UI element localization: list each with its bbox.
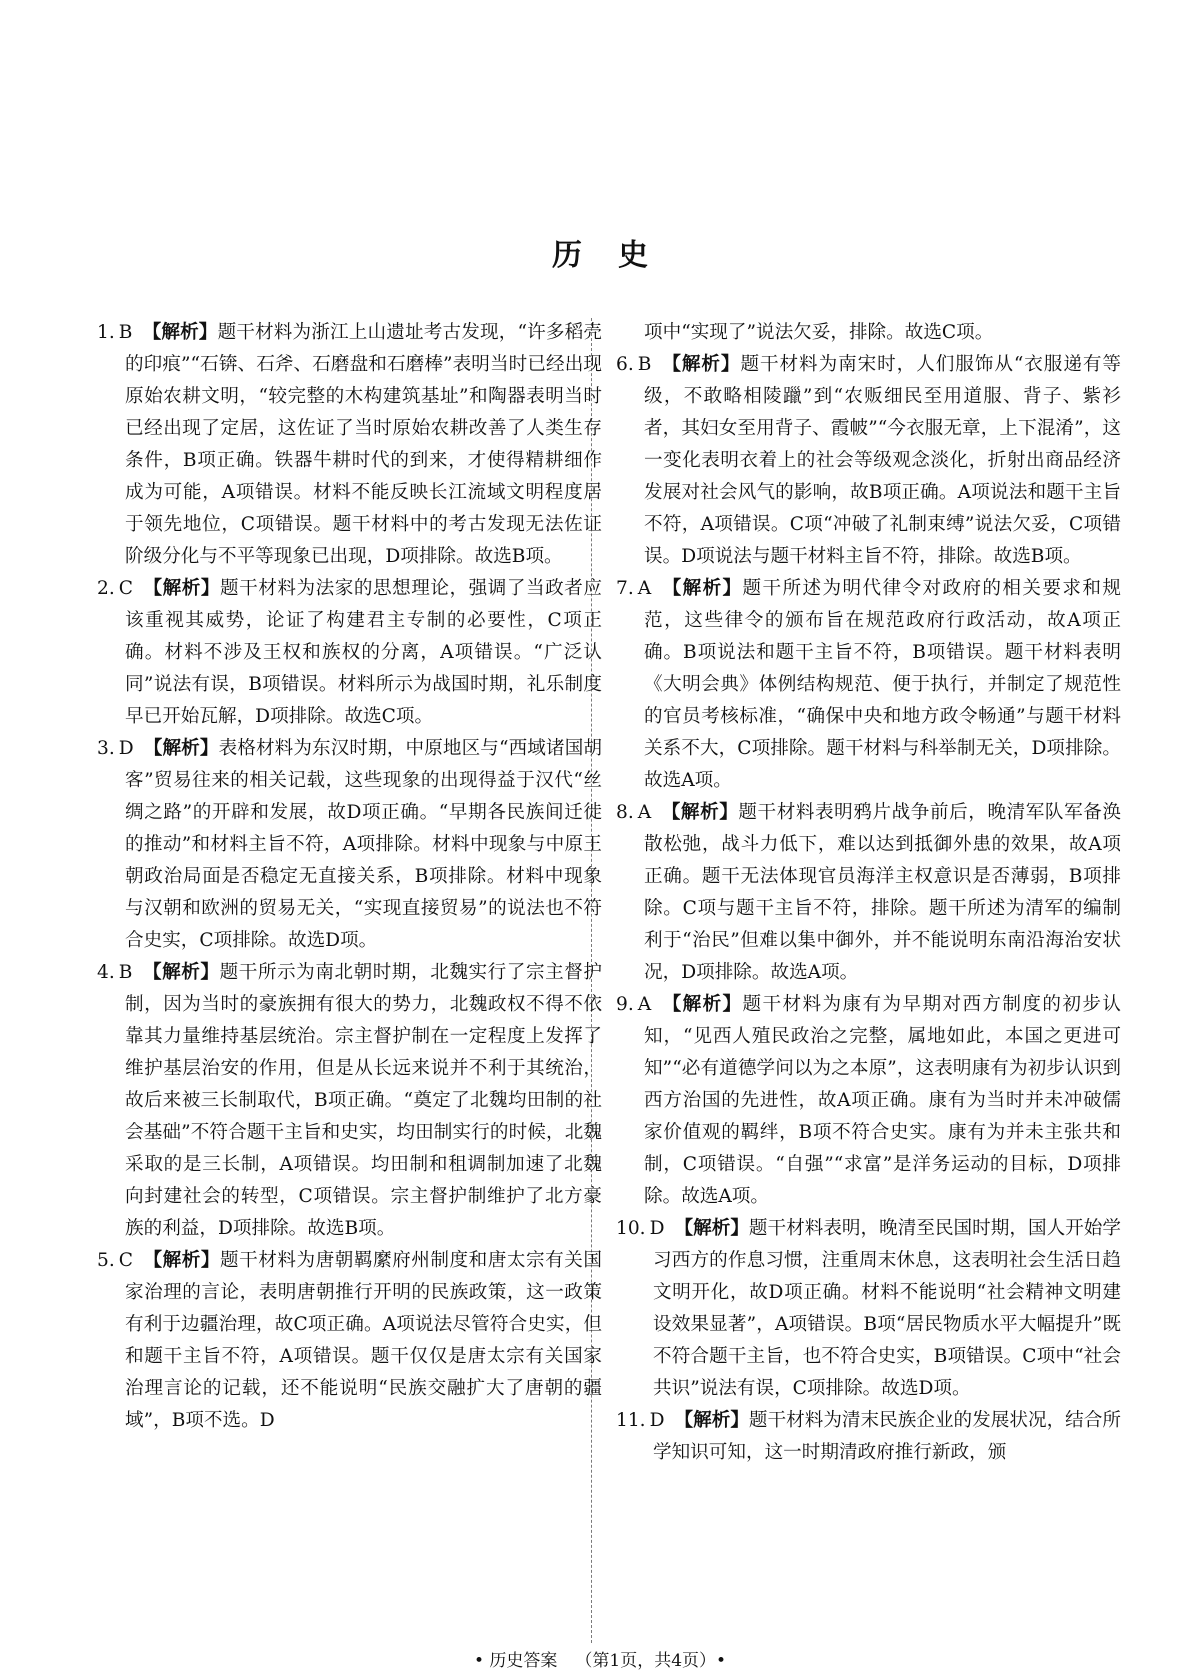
answer-item-6 xyxy=(616,349,1121,573)
item-text: 题干材料为浙江上山遗址考古发现，“许多稻壳的印痕”“石锛、石斧、石磨盘和石磨棒”表明当时已经出现原始农耕文明，“较完整的木构建筑基址”和陶器表明当时已经出现了定居，这佐证了当时原始农耕改善了人类生存条件，B项正确。铁器牛耕时代的到来，才使得精耕细作成为可能，A项错误。材料不能反映长江流域文明程度居于领先地位，C项错误。题干材料中的考古发现无法佐证阶级分化与不平等现象已出现，D项排除。故选B项。 xyxy=(125,322,602,567)
analysis-tag: 【解析】 xyxy=(142,962,220,983)
footer-bullet-left: • xyxy=(473,1651,484,1671)
answer-item-4 xyxy=(97,957,602,1245)
item-answer: D xyxy=(649,1218,665,1239)
item-text: 题干材料为法家的思想理论，强调了当政者应该重视其威势，论证了构建君主专制的必要性，C项正确。材料不涉及王权和族权的分离，A项错误。“广泛认同”说法有误，B项错误。材料所示为战国时期，礼乐制度早已开始瓦解，D项排除。故选C项。 xyxy=(125,578,602,727)
answer-item-10 xyxy=(616,1213,1121,1405)
analysis-tag: 【解析】 xyxy=(142,322,218,343)
item-answer: B xyxy=(637,354,652,375)
answer-item-5 xyxy=(97,1245,602,1437)
item-text: 题干所述为明代律令对政府的相关要求和规范，这些律令的颁布旨在规范政府行政活动，故A项正确。B项说法和题干主旨不符，B项错误。题干材料表明《大明会典》体例结构规范、便于执行，并制定了规范性的官员考核标准，“确保中央和地方政令畅通”与题干材料关系不大，C项排除。题干材料与科举制无关，D项排除。故选A项。 xyxy=(644,578,1121,791)
footer-page-info: （第1页，共4页） xyxy=(575,1651,717,1671)
analysis-tag: 【解析】 xyxy=(674,1218,749,1239)
answer-item-9 xyxy=(616,989,1121,1213)
answer-item-7 xyxy=(616,573,1121,797)
item-number: 11. xyxy=(616,1410,646,1431)
answer-item-1 xyxy=(97,317,602,573)
footer-bullet-right: • xyxy=(716,1651,727,1671)
item-number: 4. xyxy=(97,962,115,983)
item-number: 5. xyxy=(97,1250,115,1271)
analysis-tag: 【解析】 xyxy=(661,994,743,1015)
item-answer: A xyxy=(637,578,652,599)
item-number: 10. xyxy=(616,1218,646,1239)
analysis-tag: 【解析】 xyxy=(143,738,219,759)
item-number: 6. xyxy=(616,354,634,375)
answer-item-5-continuation: 项中“实现了”说法欠妥，排除。故选C项。 xyxy=(644,322,994,343)
item-answer: A xyxy=(637,994,652,1015)
item-number: 2. xyxy=(97,578,115,599)
answer-item-3 xyxy=(97,733,602,957)
analysis-tag: 【解析】 xyxy=(142,578,221,599)
item-text: 题干材料为南宋时，人们服饰从“衣服递有等级，不敢略相陵躐”到“农贩细民至用道服、背子、紫衫者，其妇女至用背子、霞帔”“今衣服无章，上下混淆”，这一变化表明衣着上的社会等级观念淡化，折射出商品经济发展对社会风气的影响，故B项正确。A项说法和题干主旨不符，A项错误。C项“冲破了礼制束缚”说法欠妥，C项错误。D项说法与题干材料主旨不符，排除。故选B项。 xyxy=(644,354,1121,567)
item-answer: D xyxy=(118,738,134,759)
item-number: 1. xyxy=(97,322,115,343)
item-text: 题干所示为南北朝时期，北魏实行了宗主督护制，因为当时的豪族拥有很大的势力，北魏政权不得不依靠其力量维持基层统治。宗主督护制在一定程度上发挥了维护基层治安的作用，但是从长远来说并不利于其统治，故后来被三长制取代，B项正确。“奠定了北魏均田制的社会基础”不符合题干主旨和史实，均田制实行的时候，北魏采取的是三长制，A项错误。均田制和租调制加速了北魏向封建社会的转型，C项错误。宗主督护制维护了北方豪族的利益，D项排除。故选B项。 xyxy=(125,962,602,1239)
item-number: 9. xyxy=(616,994,634,1015)
item-text: 题干材料为康有为早期对西方制度的初步认知，“见西人殖民政治之完整，属地如此，本国之更进可知”“必有道德学问以为之本原”，这表明康有为初步认识到西方治国的先进性，故A项正确。康有为当时并未冲破儒家价值观的羁绊，B项不符合史实。康有为并未主张共和制，C项错误。“自强”“求富”是洋务运动的目标，D项排除。故选A项。 xyxy=(644,994,1121,1207)
analysis-tag: 【解析】 xyxy=(661,354,741,375)
item-answer: C xyxy=(118,578,133,599)
analysis-tag: 【解析】 xyxy=(661,578,743,599)
analysis-tag: 【解析】 xyxy=(674,1410,749,1431)
item-answer: D xyxy=(649,1410,665,1431)
answer-item-8 xyxy=(616,797,1121,989)
item-answer: A xyxy=(637,802,652,823)
right-column xyxy=(616,317,1121,1469)
footer-label: 历史答案 xyxy=(489,1651,558,1671)
item-answer: B xyxy=(118,322,133,343)
analysis-tag: 【解析】 xyxy=(661,802,739,823)
item-text: 题干材料为唐朝羁縻府州制度和唐太宗有关国家治理的言论，表明唐朝推行开明的民族政策，这一政策有利于边疆治理，故C项正确。A项说法尽管符合史实，但和题干主旨不符，A项错误。题干仅仅是唐太宗有关国家治理言论的记载，还不能说明“民族交融扩大了唐朝的疆域”，B项不选。D xyxy=(125,1250,602,1431)
answer-item-11 xyxy=(616,1405,1121,1469)
item-number: 7. xyxy=(616,578,634,599)
item-text: 题干材料为清末民族企业的发展状况，结合所学知识可知，这一时期清政府推行新政，颁 xyxy=(653,1410,1121,1463)
item-answer: B xyxy=(118,962,133,983)
page-title: 历史 xyxy=(552,238,684,273)
item-text: 题干材料表明鸦片战争前后，晚清军队军备涣散松弛，战斗力低下，难以达到抵御外患的效果，故A项正确。题干无法体现官员海洋主权意识是否薄弱，B项排除。C项与题干主旨不符，排除。题干所述为清军的编制利于“治民”但难以集中御外，并不能说明东南沿海治安状况，D项排除。故选A项。 xyxy=(644,802,1121,983)
item-number: 3. xyxy=(97,738,115,759)
answer-item-2 xyxy=(97,573,602,733)
item-text: 表格材料为东汉时期，中原地区与“西域诸国胡客”贸易往来的相关记载，这些现象的出现得益于汉代“丝绸之路”的开辟和发展，故D项正确。“早期各民族间迁徙的推动”和材料主旨不符，A项排除。材料中现象与中原王朝政治局面是否稳定无直接关系，B项排除。材料中现象与汉朝和欧洲的贸易无关，“实现直接贸易”的说法也不符合史实，C项排除。故选D项。 xyxy=(125,738,602,951)
left-column xyxy=(97,317,602,1437)
item-text: 题干材料表明，晚清至民国时期，国人开始学习西方的作息习惯，注重周末休息，这表明社会生活日趋文明开化，故D项正确。材料不能说明“社会精神文明建设效果显著”，A项错误。B项“居民物质水平大幅提升”既不符合题干主旨，也不符合史实，B项错误。C项中“社会共识”说法有误，C项排除。故选D项。 xyxy=(653,1218,1121,1399)
item-number: 8. xyxy=(616,802,634,823)
analysis-tag: 【解析】 xyxy=(142,1250,221,1271)
page-footer xyxy=(0,1646,1200,1671)
item-answer: C xyxy=(118,1250,133,1271)
